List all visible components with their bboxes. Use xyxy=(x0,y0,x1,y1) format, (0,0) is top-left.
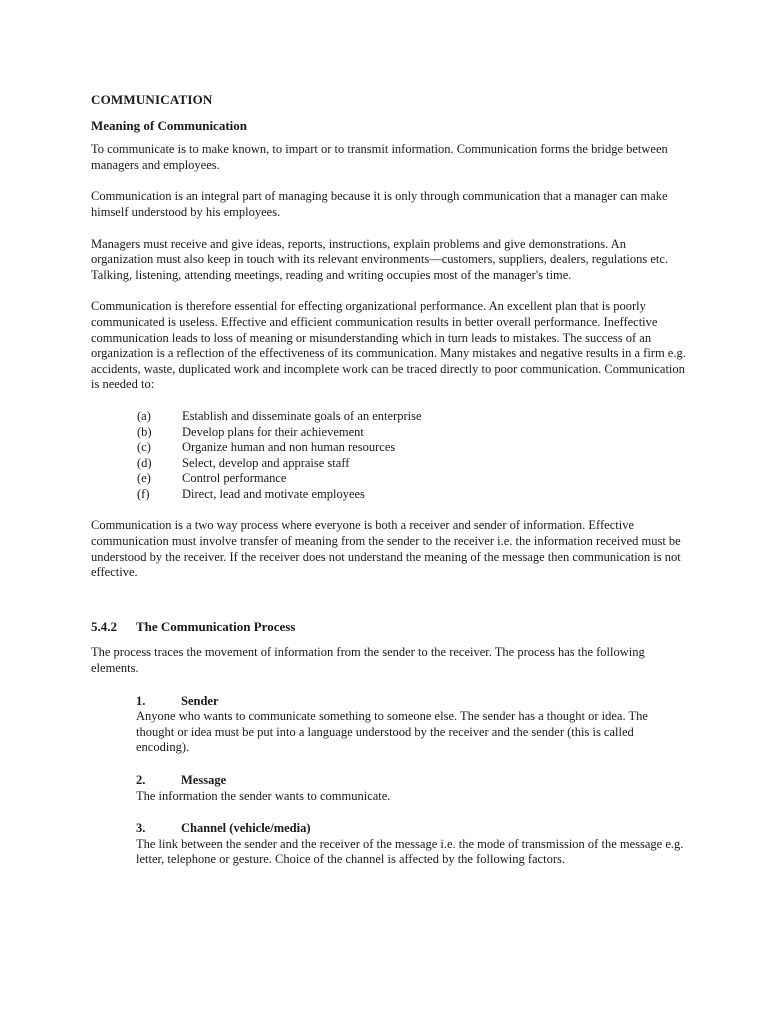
element-title: Message xyxy=(181,773,227,787)
list-item-text: Direct, lead and motivate employees xyxy=(182,486,365,501)
list-item xyxy=(137,456,686,472)
element-body: The link between the sender and the receiver of the message i.e. the mode of transmission of the message e.g. letter, telephone or gesture. Choice of the channel is affected by the following factors. xyxy=(136,836,684,867)
element-heading xyxy=(136,821,686,837)
closing-paragraph: Communication is a two way process where everyone is both a receiver and sender of information. Effective communication must involve transfer of meaning from the sender to the receiver i.e. the information received must be understood by the receiver. If the receiver does not understand the meaning of the message then communication is not effective. xyxy=(91,518,681,580)
process-element-sender xyxy=(136,694,686,756)
needs-list xyxy=(137,409,686,503)
process-element-channel xyxy=(136,821,686,868)
list-item-text: Develop plans for their achievement xyxy=(182,424,364,439)
list-marker: (c) xyxy=(137,440,151,455)
element-number: 1. xyxy=(136,693,146,708)
paragraph: Managers must receive and give ideas, reports, instructions, explain problems and give demonstrations. An organization must also keep in touch with its relevant environments—customers, suppliers, dealers, regulations etc. Talking, listening, attending meetings, reading and writing occupies most of the manager's time. xyxy=(91,236,669,282)
list-item xyxy=(137,487,686,503)
process-element-message xyxy=(136,773,686,804)
list-marker: (e) xyxy=(137,471,151,486)
document-title: COMMUNICATION xyxy=(91,92,213,107)
element-title: Sender xyxy=(181,693,219,708)
element-title: Channel (vehicle/media) xyxy=(181,821,311,836)
element-body: Anyone who wants to communicate something to someone else. The sender has a thought or idea. The thought or idea must be put into a language understood by the receiver and the sender (this is called encoding). xyxy=(136,709,648,755)
section-number: 5.4.2 xyxy=(91,618,117,634)
section-heading xyxy=(91,619,686,635)
list-item-text: Establish and disseminate goals of an enterprise xyxy=(182,408,422,423)
list-marker: (a) xyxy=(137,408,151,423)
element-number: 2. xyxy=(136,773,146,787)
list-item xyxy=(137,471,686,487)
paragraph: Communication is an integral part of managing because it is only through communication that a manager can make himself understood by his employees. xyxy=(91,189,668,219)
document-subtitle: Meaning of Communication xyxy=(91,117,247,133)
section-intro: The process traces the movement of information from the sender to the receiver. The process has the following elements. xyxy=(91,645,645,676)
list-item-text: Select, develop and appraise staff xyxy=(182,455,350,470)
list-marker: (d) xyxy=(137,455,152,470)
section-title: The Communication Process xyxy=(136,618,296,634)
list-item-text: Organize human and non human resources xyxy=(182,440,396,455)
list-item xyxy=(137,440,686,456)
list-item xyxy=(137,425,686,441)
document-page xyxy=(91,92,686,885)
paragraph: Communication is therefore essential for effecting organizational performance. An excellent plan that is poorly communicated is useless. Effective and efficient communication results in better overall performance. Ineffective communication leads to loss of meaning or misunderstanding which in turn leads to mistakes. The success of an organization is a reflection of the effectiveness of its communication. Many mistakes and negative results in a firm e.g. accidents, waste, duplicated work and incomplete work can be traced directly to poor communication. Communication is needed to: xyxy=(91,299,686,392)
element-number: 3. xyxy=(136,821,146,836)
list-marker: (b) xyxy=(137,424,152,439)
paragraph: To communicate is to make known, to impart or to transmit information. Communication forms the bridge between managers and employees. xyxy=(91,142,668,172)
element-heading xyxy=(136,773,686,789)
element-heading xyxy=(136,694,686,710)
list-item-text: Control performance xyxy=(182,471,287,486)
list-marker: (f) xyxy=(137,486,150,501)
list-item xyxy=(137,409,686,425)
element-body: The information the sender wants to communicate. xyxy=(136,788,391,803)
